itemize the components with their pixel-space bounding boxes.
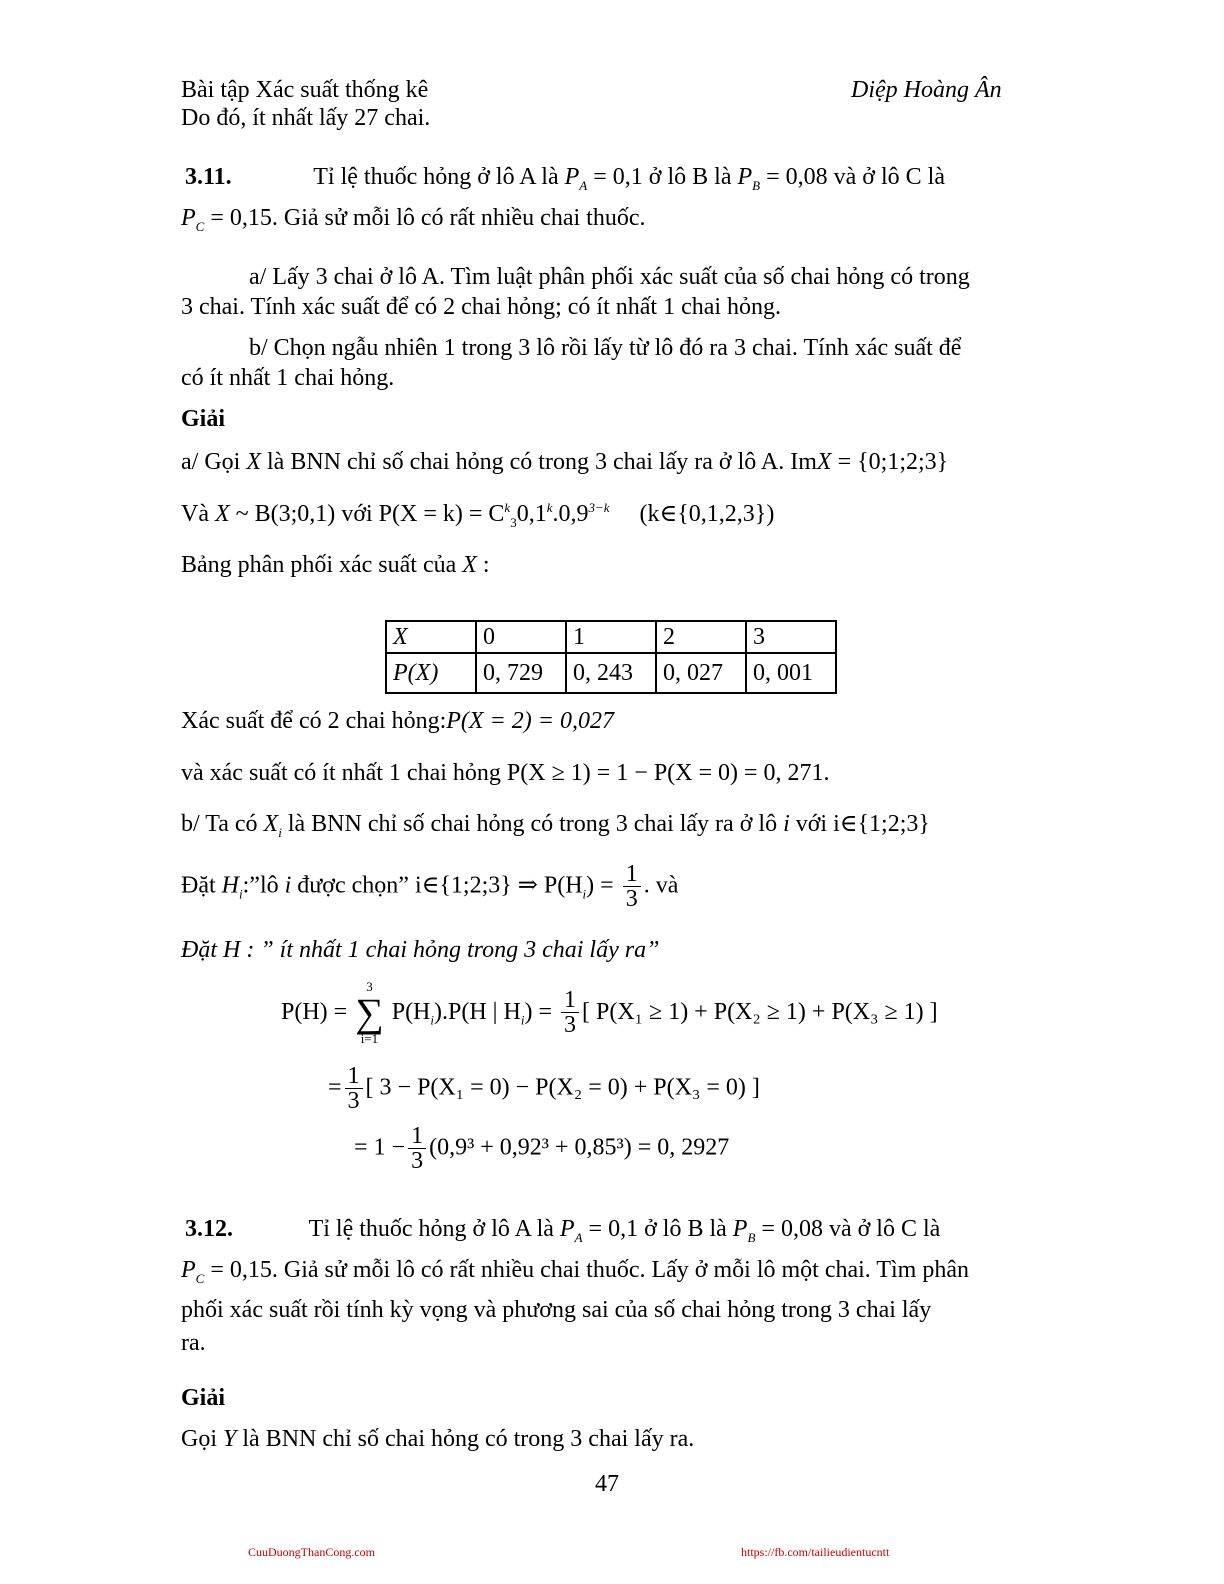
footer-left-link[interactable]: CuuDuongThanCong.com: [248, 1545, 375, 1559]
var-p: P: [564, 164, 580, 190]
var-p: P: [181, 1257, 196, 1283]
solution-heading: Giải: [181, 406, 226, 432]
frac-num: 1: [623, 862, 641, 887]
table-cell: P(X): [386, 653, 476, 693]
var-p: P: [559, 1216, 575, 1242]
part-a-line1: a/ Lấy 3 chai ở lô A. Tìm luật phân phối xác suất của số chai hỏng có trong: [249, 264, 970, 290]
text: Bảng phân phối xác suất của: [181, 552, 457, 578]
page-number: 47: [595, 1471, 619, 1497]
solution-a-line2: [181, 500, 774, 529]
sub-c: C: [195, 218, 205, 234]
problem-number: 3.12.: [185, 1216, 233, 1242]
problem-311-line2: [181, 204, 645, 233]
frac-den: 3: [625, 886, 638, 912]
problem-text: và ở lô C là: [833, 164, 945, 190]
formula: P(H) =: [281, 998, 348, 1025]
text: a/ Gọi: [181, 449, 241, 475]
sum-symbol: 3 ∑ i=1: [355, 979, 384, 1047]
solution-b-line2: [181, 862, 678, 912]
text: Đặt: [181, 872, 216, 899]
sub-c: C: [195, 1270, 205, 1286]
text: Xác suất để có 2 chai hỏng:: [181, 708, 447, 734]
formula: P(H: [391, 998, 431, 1025]
solution-heading: Giải: [181, 1385, 226, 1411]
problem-text: ở lô B là: [644, 1216, 727, 1242]
problem-text: . Giả sử mỗi lô có rất nhiều chai thuốc.: [271, 205, 646, 231]
problem-312-line1: [185, 1215, 940, 1244]
var-x: X: [246, 449, 261, 475]
sub-i: i: [239, 886, 243, 902]
header-title: Bài tập Xác suất thống kê: [181, 77, 429, 103]
sup-k: k: [546, 500, 553, 515]
fraction: [345, 1064, 363, 1114]
text: với: [341, 501, 373, 527]
var-p: P: [181, 205, 196, 231]
frac-den: 3: [411, 1148, 424, 1174]
sub-a: A: [574, 1229, 583, 1245]
problem-text: và ở lô C là: [828, 1216, 941, 1242]
sup-k: k: [504, 500, 511, 515]
var-i: i: [284, 872, 292, 899]
prob-two-line: [181, 707, 614, 736]
var-p: P: [732, 1216, 748, 1242]
solution-a-line1: [181, 448, 948, 477]
text: :: [482, 552, 490, 578]
formula: = 1 −: [354, 1134, 406, 1161]
text: Và: [181, 501, 209, 527]
table-header-cell: 3: [746, 621, 836, 653]
text: với: [795, 811, 828, 837]
set-formula: i∈{1;2;3}: [833, 811, 930, 837]
problem-text: . Giả sử mỗi lô có rất nhiều chai thuốc. Lấy ở mỗi lô một chai. Tìm phân: [271, 1257, 970, 1283]
table-row: [386, 653, 836, 693]
formula: i∈{1;2;3} ⇒ P(H: [414, 872, 583, 899]
var-x: X: [462, 552, 477, 578]
intro-line: Do đó, ít nhất lấy 27 chai.: [181, 105, 431, 131]
problem-text: ở lô B là: [648, 164, 732, 190]
table-header-cell: 0: [476, 621, 566, 653]
k-range: (k∈{0,1,2,3}): [639, 501, 775, 527]
text: b/ Ta có: [181, 811, 258, 837]
table-cell: 0, 001: [746, 653, 836, 693]
pmf-formula: P(X = k) = C: [378, 501, 505, 527]
formula: =: [328, 1074, 342, 1101]
sub-i: i: [582, 886, 587, 902]
problem-312-line2: [181, 1256, 969, 1285]
set-formula: = {0;1;2;3}: [837, 449, 949, 475]
problem-311-line1: [185, 163, 945, 192]
pc-value: = 0,15: [210, 1257, 272, 1283]
var-i: i: [783, 811, 790, 837]
formula: ) =: [586, 872, 614, 899]
table-cell: 0, 027: [656, 653, 746, 693]
part-b-line2: có ít nhất 1 chai hỏng.: [181, 365, 395, 391]
pmf-formula: 0,1: [516, 501, 547, 527]
text: là BNN chỉ số chai hỏng có trong 3 chai lấy ra ở lô A.: [267, 449, 785, 475]
var-y: Y: [223, 1426, 237, 1452]
text: là BNN chỉ số chai hỏng có trong 3 chai lấy ra ở lô: [287, 811, 778, 837]
sub-b: B: [747, 1229, 756, 1245]
fraction: [561, 988, 579, 1038]
formula: ) =: [524, 998, 552, 1025]
sub-a: A: [579, 177, 588, 193]
text: :”lô: [242, 872, 279, 899]
frac-num: 1: [345, 1064, 363, 1089]
distribution-table: [385, 620, 837, 694]
footer-right-link[interactable]: https://fb.com/tailieudientucntt: [741, 1545, 890, 1559]
frac-num: 1: [408, 1124, 426, 1149]
sum-lower: i=1: [360, 1031, 379, 1047]
sum-upper: 3: [366, 979, 373, 994]
formula: P(X ≥ 1) = 1 − P(X = 0) = 0, 271: [506, 760, 824, 786]
sup-exp: 3−k: [588, 500, 610, 515]
var-x: X: [816, 449, 832, 475]
table-header-cell: 2: [656, 621, 746, 653]
formula: P(X = 2) = 0,027: [446, 708, 614, 734]
table-row: [386, 621, 836, 653]
pa-value: = 0,1: [588, 1216, 639, 1242]
frac-num: 1: [561, 988, 579, 1013]
frac-den: 3: [563, 1012, 576, 1039]
pc-value: = 0,15: [210, 205, 272, 231]
text: được chọn”: [297, 872, 409, 899]
formula: (0,9³ + 0,92³ + 0,85³) = 0, 2927: [429, 1134, 730, 1161]
table-cell: 0, 243: [566, 653, 656, 693]
sub-3: 3: [510, 514, 517, 530]
text: . và: [643, 872, 679, 899]
var-x: X: [214, 501, 230, 527]
part-a-line2: 3 chai. Tính xác suất để có 2 chai hỏng; có ít nhất 1 chai hỏng.: [181, 294, 782, 320]
text: là BNN chỉ số chai hỏng có trong 3 chai lấy ra.: [242, 1426, 695, 1452]
event-definition: Đặt H : ” ít nhất 1 chai hỏng trong 3 chai lấy ra”: [181, 937, 660, 963]
pa-value: = 0,1: [593, 164, 643, 190]
binomial-dist: ~ B(3;0,1): [235, 501, 336, 527]
equation-line1: [281, 980, 938, 1047]
pmf-formula: .0,9: [552, 501, 589, 527]
prob-atleast-line: và xác suất có ít nhất 1 chai hỏng P(X ≥ 1) = 1 − P(X = 0) = 0, 271.: [181, 760, 830, 786]
table-cell: 0, 729: [476, 653, 566, 693]
var-h: H: [221, 872, 239, 899]
table-header-cell: X: [386, 621, 476, 653]
pb-value: = 0,08: [766, 164, 828, 190]
problem-text: Tỉ lệ thuốc hỏng ở lô A là: [313, 164, 559, 190]
table-header-cell: 1: [566, 621, 656, 653]
sub-i: i: [520, 1012, 525, 1028]
solution-b-line1: [181, 810, 930, 839]
text: và xác suất có ít nhất 1 chai hỏng: [181, 760, 501, 786]
solution-312-line1: [181, 1425, 694, 1454]
fraction: [408, 1124, 426, 1174]
sub-b: B: [752, 177, 761, 193]
equation-line3: [354, 1124, 729, 1174]
problem-312-line4: ra.: [181, 1330, 206, 1356]
table-caption: [181, 551, 490, 580]
text: Im: [790, 449, 817, 475]
frac-den: 3: [347, 1088, 360, 1114]
var-x: X: [263, 811, 279, 837]
header-author: Diệp Hoàng Ân: [851, 77, 1002, 103]
part-b-line1: b/ Chọn ngẫu nhiên 1 trong 3 lô rồi lấy từ lô đó ra 3 chai. Tính xác suất để: [249, 335, 962, 361]
formula: [ P(X₁ ≥ 1) + P(X₂ ≥ 1) + P(X₃ ≥ 1) ]: [581, 998, 938, 1025]
sub-i: i: [278, 824, 282, 840]
formula: [ 3 − P(X₁ = 0) − P(X₂ = 0) + P(X₃ = 0) ]: [365, 1074, 760, 1101]
sub-i: i: [430, 1012, 435, 1028]
pb-value: = 0,08: [761, 1216, 823, 1242]
text: Gọi: [181, 1426, 217, 1452]
equation-line2: [328, 1064, 760, 1114]
problem-312-line3: phối xác suất rồi tính kỳ vọng và phương sai của số chai hỏng trong 3 chai lấy: [181, 1297, 932, 1323]
problem-text: Tỉ lệ thuốc hỏng ở lô A là: [308, 1216, 554, 1242]
var-p: P: [737, 164, 753, 190]
formula: ).P(H | H: [434, 998, 521, 1025]
fraction: [623, 862, 641, 912]
problem-number: 3.11.: [185, 164, 232, 190]
